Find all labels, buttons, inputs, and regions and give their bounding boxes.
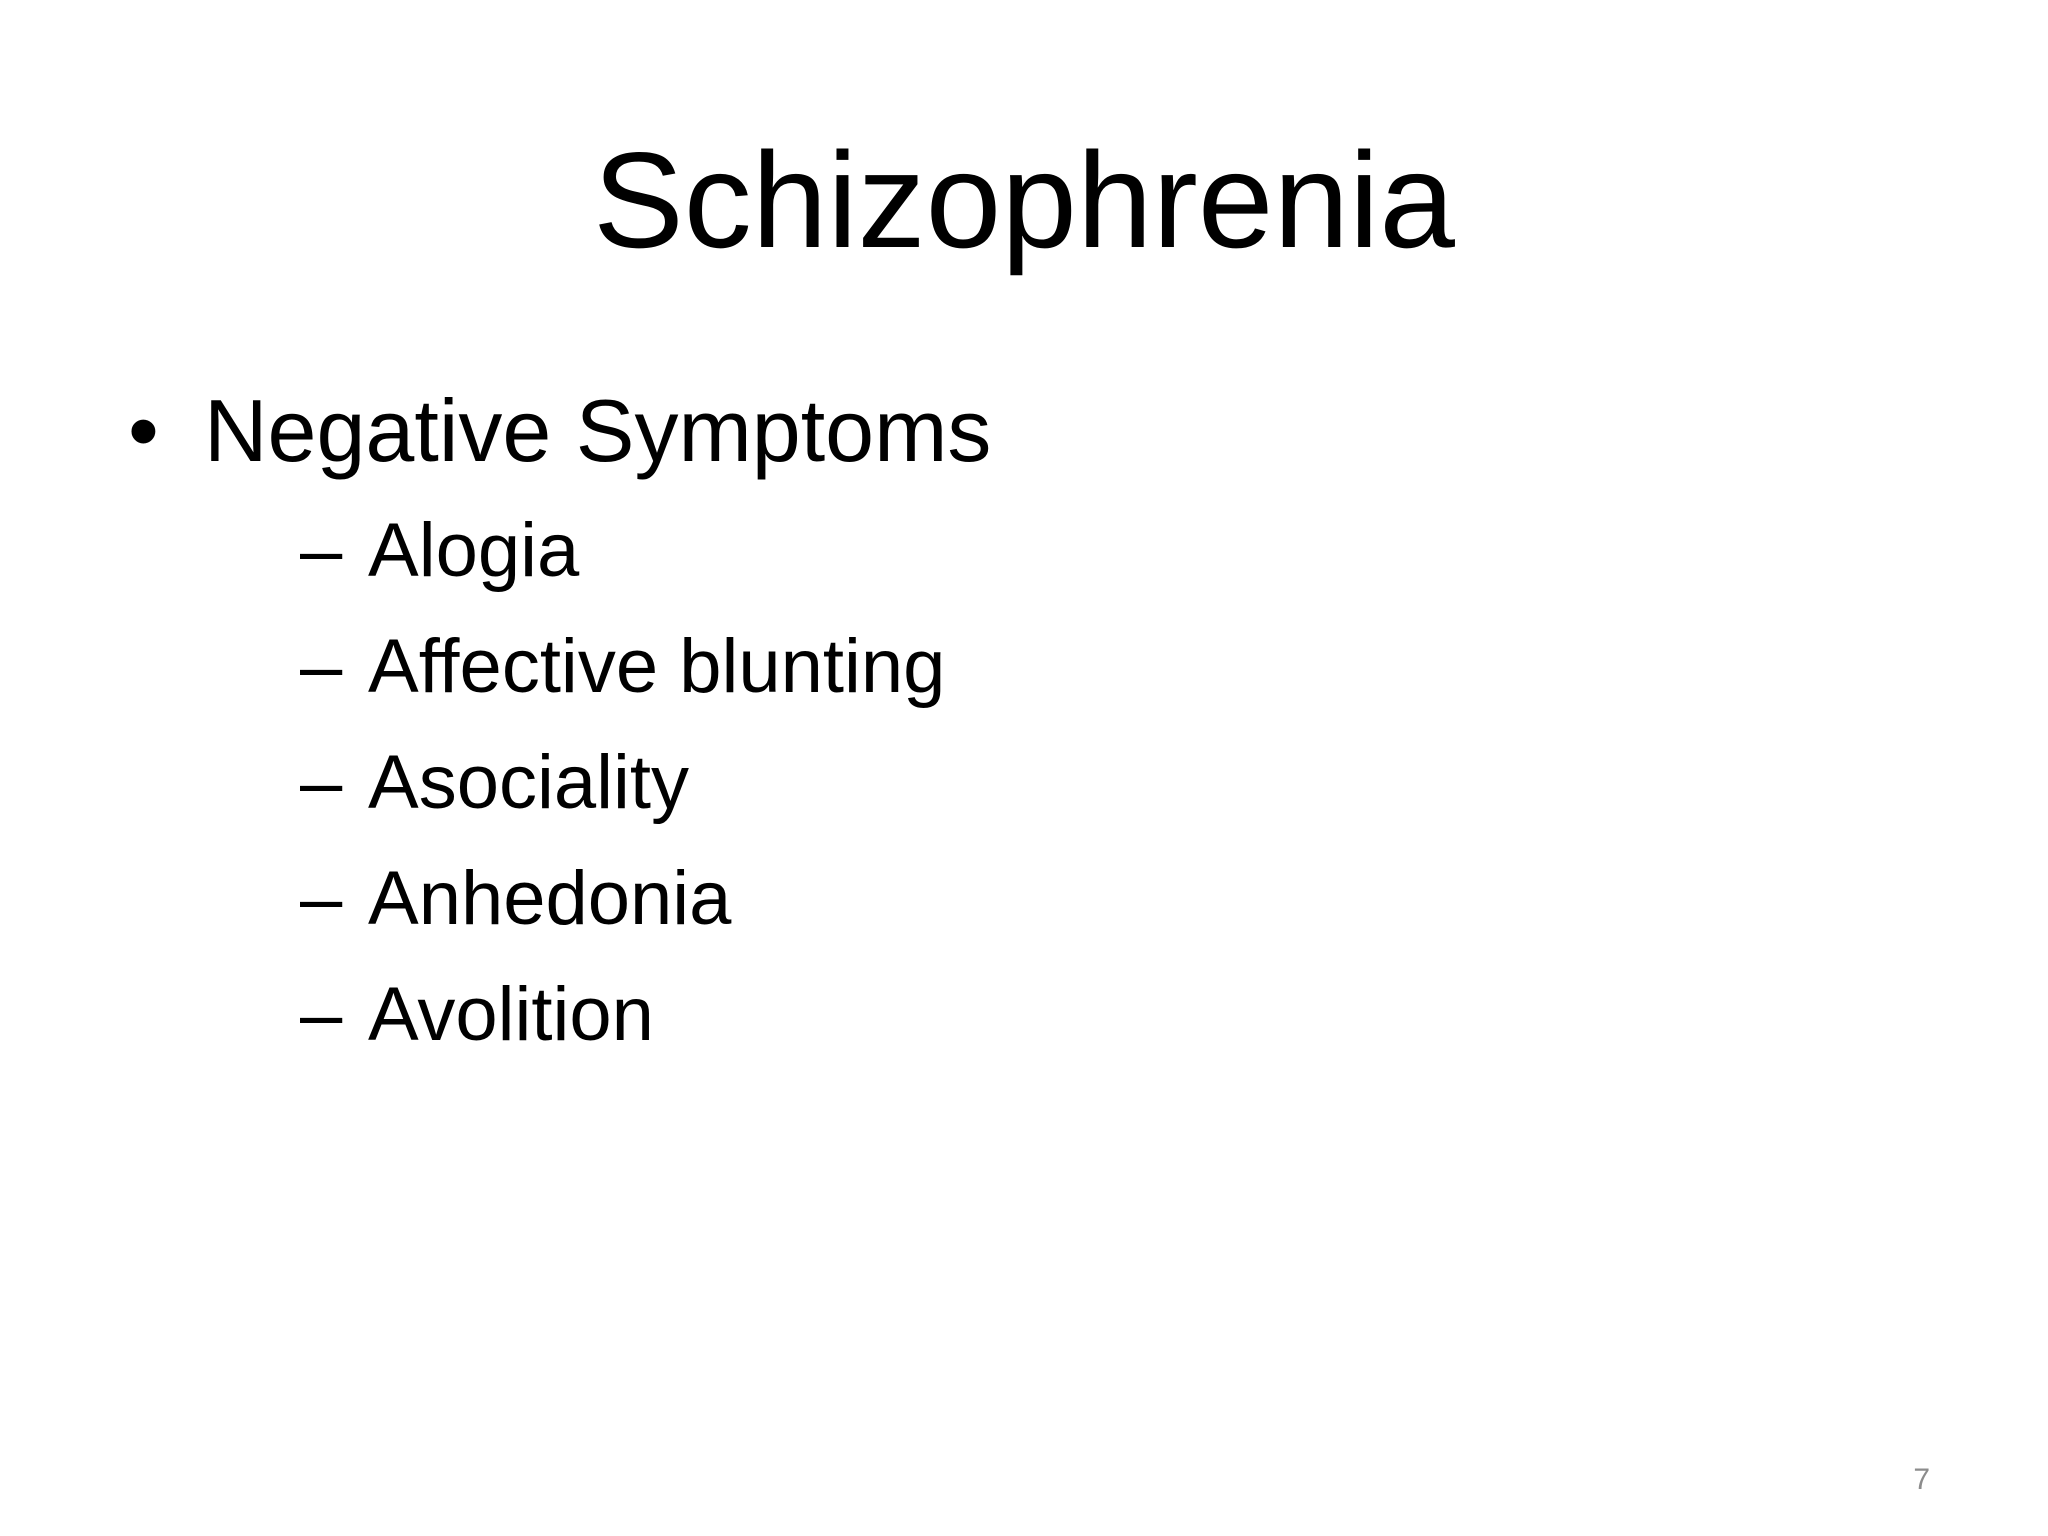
sub-bullet-text: Anhedonia	[368, 856, 732, 941]
bullet-text: Negative Symptoms	[204, 381, 992, 480]
slide-title: Schizophrenia	[593, 124, 1455, 276]
dash-icon: –	[300, 856, 343, 941]
sub-bullet-text: Asociality	[368, 740, 689, 825]
slide-number: 7	[1913, 1463, 1930, 1496]
bullet-list	[128, 375, 1928, 1073]
sub-bullet-list	[204, 493, 1928, 1073]
dash-icon: –	[300, 972, 343, 1057]
sub-bullet-asociality	[204, 725, 1928, 841]
dash-icon: –	[300, 508, 343, 593]
dash-icon: –	[300, 624, 343, 709]
bullet-dot-icon: •	[128, 381, 159, 480]
sub-bullet-affective-blunting	[204, 609, 1928, 725]
sub-bullet-text: Affective blunting	[368, 624, 946, 709]
sub-bullet-text: Alogia	[368, 508, 580, 593]
sub-bullet-text: Avolition	[368, 972, 654, 1057]
bullet-negative-symptoms	[128, 375, 1928, 1073]
sub-bullet-avolition	[204, 957, 1928, 1073]
dash-icon: –	[300, 740, 343, 825]
sub-bullet-anhedonia	[204, 841, 1928, 957]
sub-bullet-alogia	[204, 493, 1928, 609]
